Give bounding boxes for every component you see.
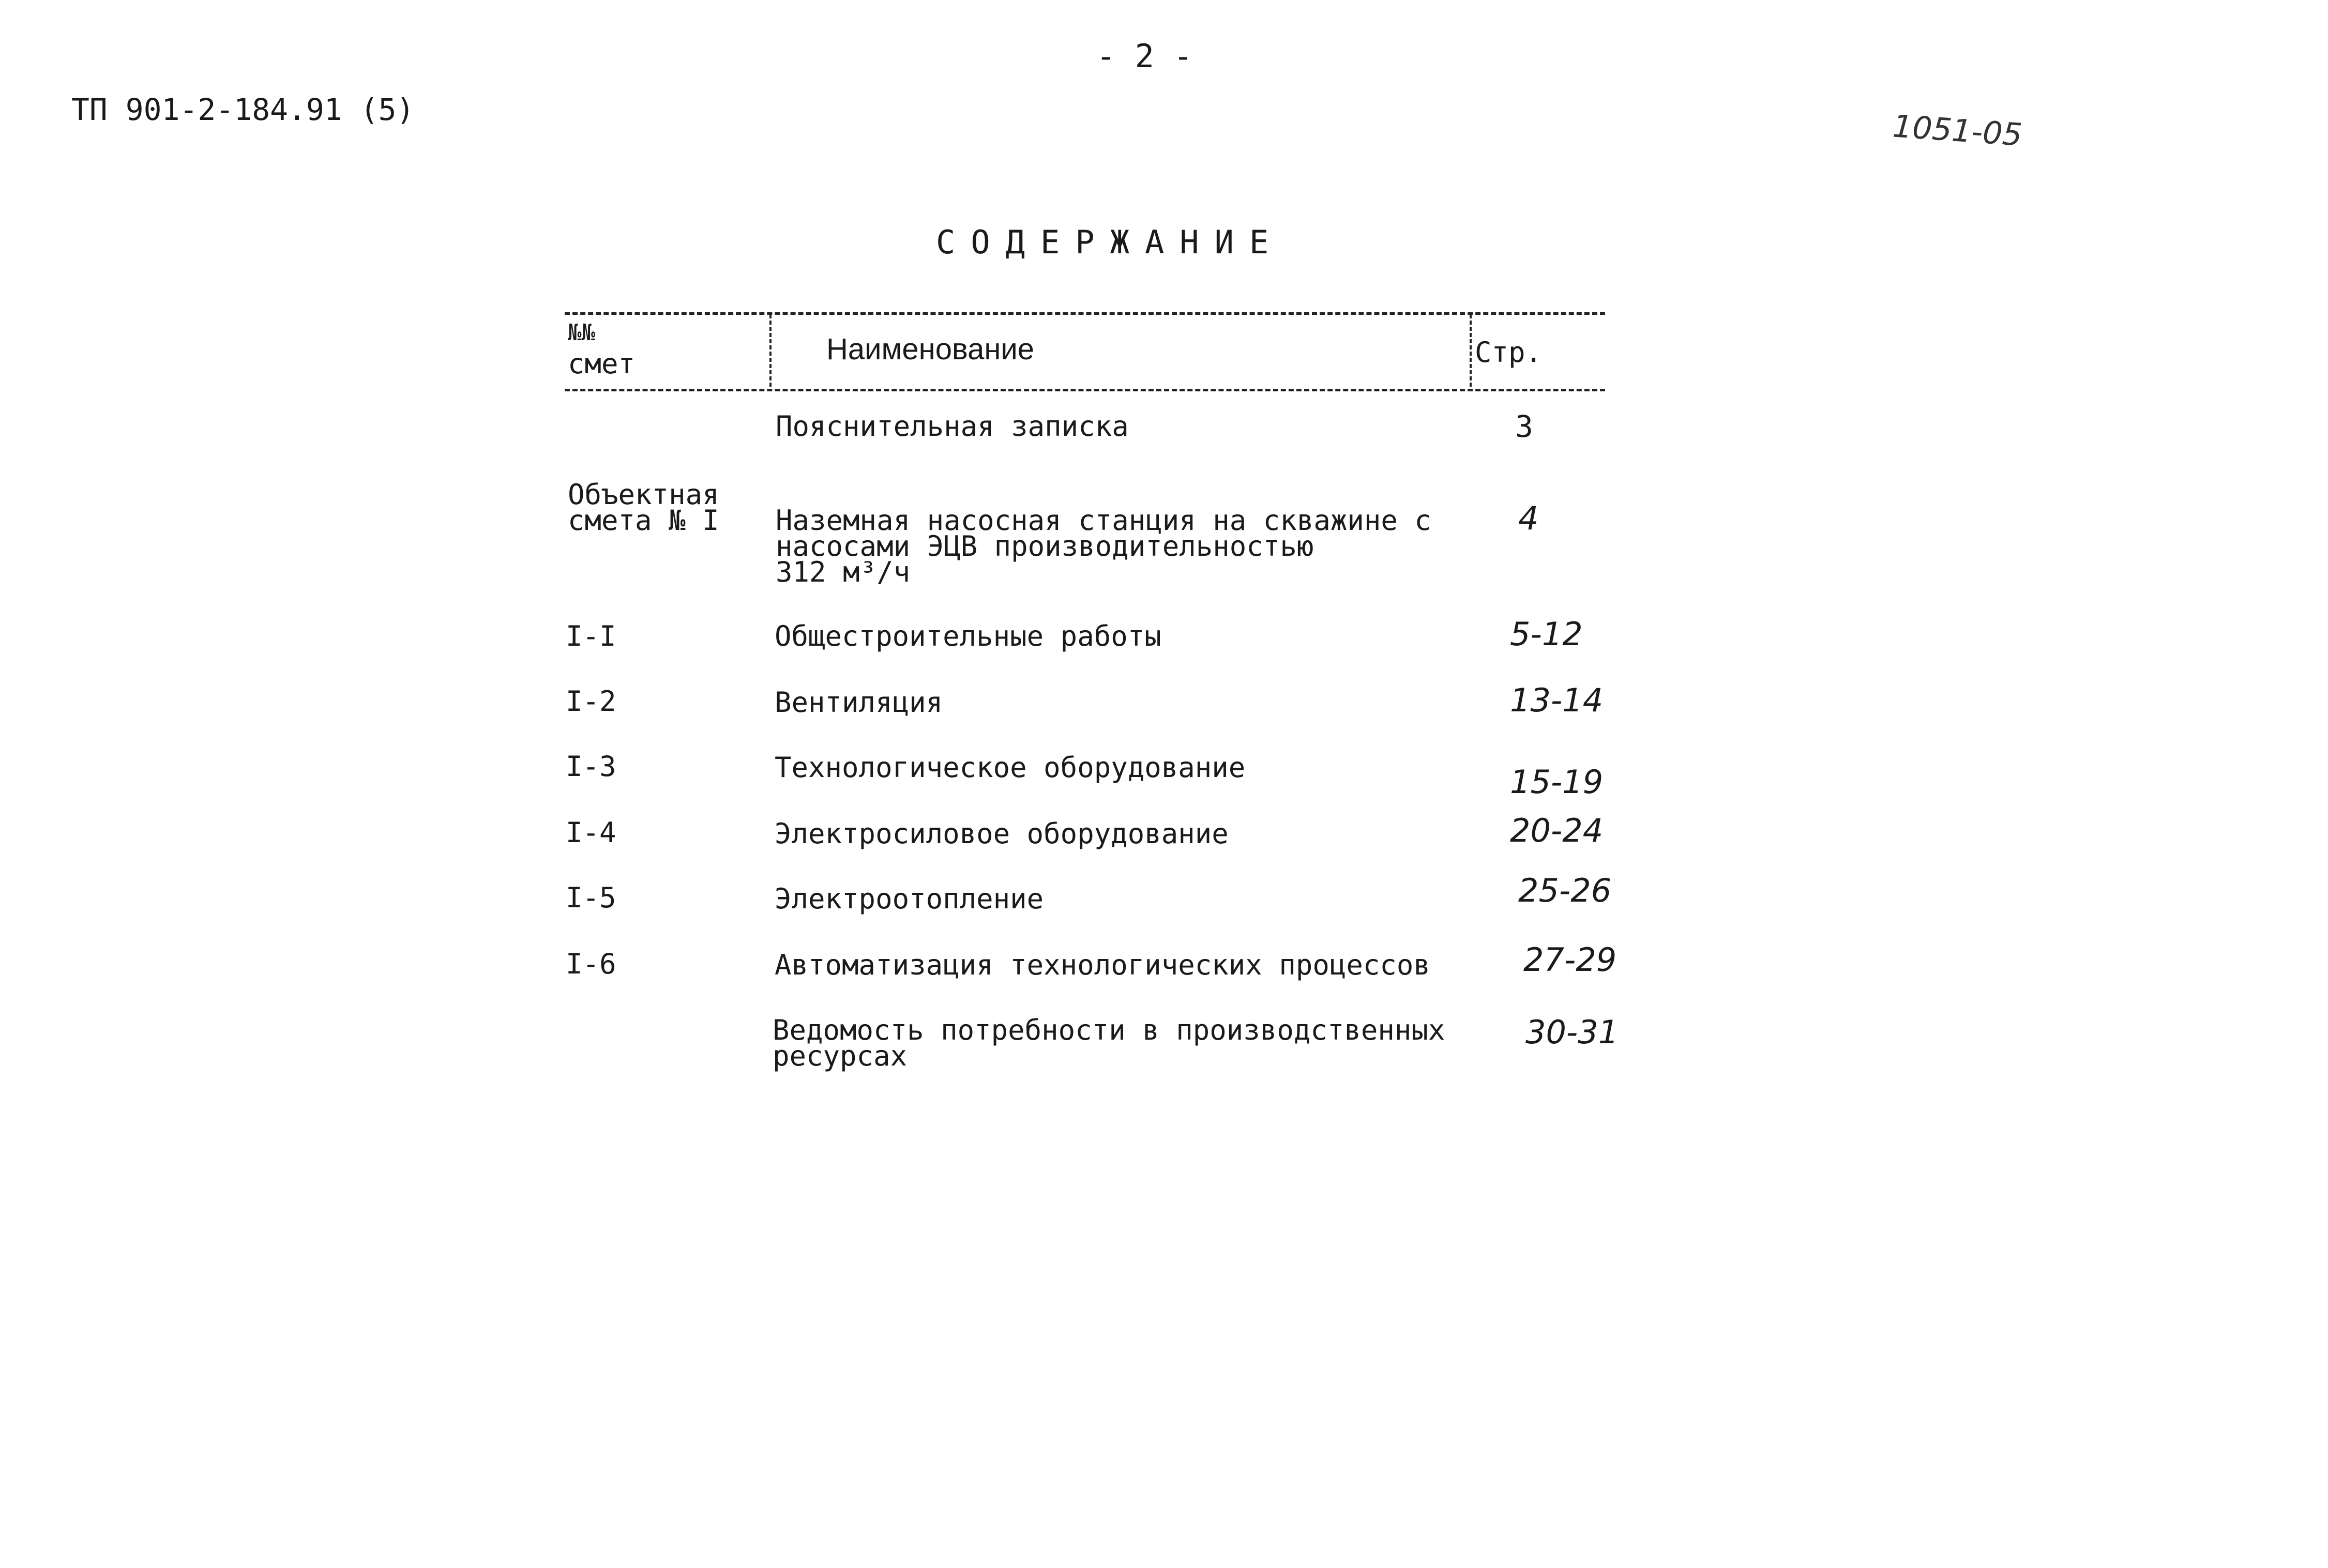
table-row-name: насосами ЭЦВ производительностью <box>776 530 1314 562</box>
table-row-name: 312 м³/ч <box>776 556 911 588</box>
table-row-name: Технологическое оборудование <box>775 751 1246 784</box>
table-header-rule <box>565 389 1605 391</box>
table-row-page: 27-29 <box>1523 941 1617 979</box>
table-row-num: I-2 <box>566 685 616 718</box>
table-row-name: ресурсах <box>773 1040 908 1072</box>
table-row-num: I-4 <box>566 816 616 849</box>
table-row-page: 4 <box>1518 499 1539 537</box>
table-row-page: 25-26 <box>1518 872 1612 909</box>
table-row-name: Пояснительная записка <box>776 410 1129 443</box>
table-row-page: 3 <box>1515 409 1533 444</box>
table-row-num: I-I <box>566 620 616 652</box>
document-code: ТП 901-2-184.91 (5) <box>71 92 415 127</box>
header-num-line1: №№ <box>568 319 595 346</box>
table-row-page: 5-12 <box>1510 615 1583 653</box>
table-row-name: Электроотопление <box>775 882 1044 915</box>
header-page: Стр. <box>1475 336 1543 369</box>
header-name: Наименование <box>826 332 1035 366</box>
table-top-rule <box>565 312 1605 315</box>
table-row-num: I-5 <box>566 881 616 914</box>
table-row-name: Автоматизация технологических процессов <box>775 949 1430 981</box>
table-row-name: Вентиляция <box>775 686 943 719</box>
table-row-num: I-6 <box>566 948 616 980</box>
table-row-page: 30-31 <box>1525 1013 1619 1051</box>
table-row-page: 20-24 <box>1510 812 1604 849</box>
table-row-name: Наземная насосная станция на скважине с <box>776 504 1431 537</box>
table-row-num: I-3 <box>566 750 616 783</box>
table-row-page: 15-19 <box>1510 763 1604 801</box>
header-num-line2: смет <box>568 347 636 380</box>
table-row-num: смета № I <box>568 504 719 537</box>
page-number: - 2 - <box>1096 37 1193 75</box>
column-separator <box>769 314 772 387</box>
table-row-name: Ведомость потребности в производственных <box>773 1014 1445 1046</box>
handwritten-note: 1051-05 <box>1891 108 2023 154</box>
table-row-name: Общестроительные работы <box>775 620 1161 652</box>
column-separator <box>1470 314 1472 387</box>
table-row-page: 13-14 <box>1510 681 1604 719</box>
table-row-name: Электросиловое оборудование <box>775 817 1229 850</box>
page-title: СОДЕРЖАНИЕ <box>936 223 1284 261</box>
table-row-num: Объектная <box>568 478 719 511</box>
